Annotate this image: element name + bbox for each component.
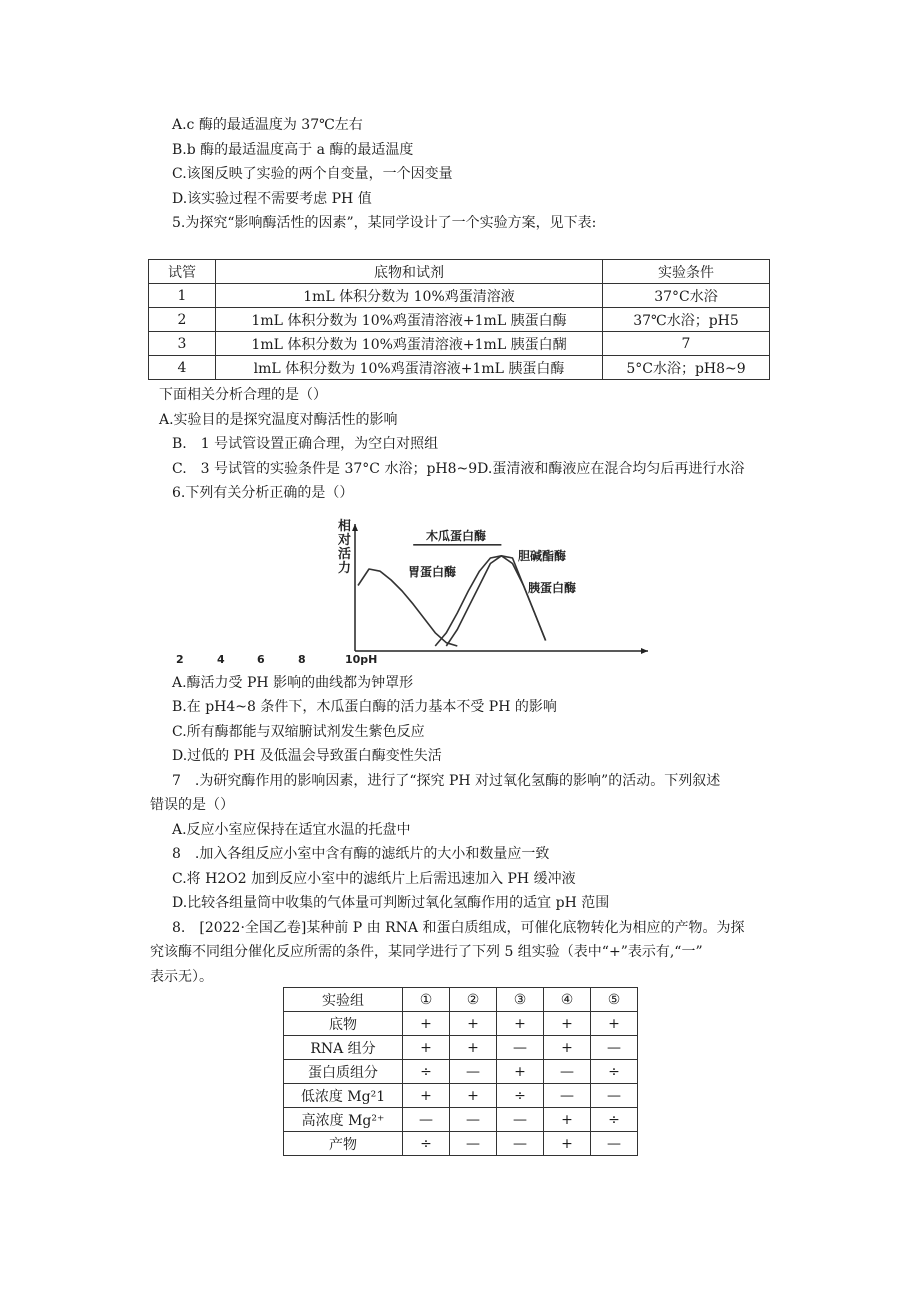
table-cell: 4 <box>149 356 216 380</box>
x-axis-arrow <box>641 648 648 654</box>
q6-option-a: A.酶活力受 PH 影响的曲线都为钟罩形 <box>172 675 414 691</box>
table-row <box>284 1036 638 1060</box>
table-header-cell: 试管 <box>149 260 216 284</box>
table-row <box>284 1060 638 1084</box>
table-cell: 蛋白质组分 <box>284 1060 403 1084</box>
chart-labels <box>176 518 576 666</box>
table-cell: + <box>497 1012 544 1036</box>
table-cell: — <box>591 1036 638 1060</box>
q7-option-a: A.反应小室应保持在适宜水温的托盘中 <box>172 822 411 838</box>
q6-option-b: B.在 pH4~8 条件下，木瓜蛋白酶的活力基本不受 PH 的影响 <box>172 699 557 715</box>
table-cell: 1mL 体积分数为 10%鸡蛋清溶液 <box>216 284 603 308</box>
table-cell: — <box>544 1060 591 1084</box>
table-cell: + <box>450 1036 497 1060</box>
table-cell: + <box>544 1108 591 1132</box>
q5-option-b: B. 1 号试管设置正确合理，为空白对照组 <box>172 436 439 452</box>
table-cell: + <box>450 1084 497 1108</box>
table-cell: 底物 <box>284 1012 403 1036</box>
q6-stem: 6.下列有关分析正确的是（） <box>172 485 354 501</box>
table-header-row <box>149 260 770 284</box>
table-cell: 37°C水浴 <box>603 284 770 308</box>
table-cell: 高浓度 Mg²⁺ <box>284 1108 403 1132</box>
table-cell: — <box>497 1036 544 1060</box>
table-cell: ÷ <box>591 1060 638 1084</box>
table-cell: — <box>497 1132 544 1156</box>
series-label: 木瓜蛋白酶 <box>426 529 487 543</box>
table-header-row <box>284 988 638 1012</box>
y-axis-label-char: 相 <box>337 519 351 534</box>
table-cell: + <box>450 1012 497 1036</box>
table-cell: ÷ <box>403 1060 450 1084</box>
q8-stem-line1: 8. [2022·全国乙卷]某种前 P 由 RNA 和蛋白质组成，可催化底物转化为相应的产物。为探 <box>172 920 745 936</box>
pepsin-curve <box>358 569 457 646</box>
table-cell: 低浓度 Mg²1 <box>284 1084 403 1108</box>
table-cell: + <box>403 1036 450 1060</box>
q5-table <box>148 259 770 380</box>
table-cell: — <box>497 1108 544 1132</box>
table-row <box>149 308 770 332</box>
q8-stem-line2: 究该酶不同组分催化反应所需的条件，某同学进行了下列 5 组实验（表中“+”表示有,“一” <box>150 944 703 960</box>
series-label: 胃蛋白酶 <box>408 565 457 579</box>
table-cell: — <box>544 1084 591 1108</box>
q7-option-b: 8 .加入各组反应小室中含有酶的滤纸片的大小和数量应一致 <box>172 846 550 862</box>
q5-prompt: 下面相关分析合理的是（） <box>159 387 327 403</box>
table-cell: — <box>591 1084 638 1108</box>
table-cell: + <box>403 1084 450 1108</box>
table-cell: 1mL 体积分数为 10%鸡蛋清溶液+1mL 胰蛋白醐 <box>216 332 603 356</box>
table-header-cell: 实验条件 <box>603 260 770 284</box>
table-header-cell: 底物和试剂 <box>216 260 603 284</box>
q7-stem-line2: 错误的是（） <box>150 797 234 813</box>
table-header-cell: 实验组 <box>284 988 403 1012</box>
table-header-cell: ④ <box>544 988 591 1012</box>
table-header-cell: ② <box>450 988 497 1012</box>
table-cell: 产物 <box>284 1132 403 1156</box>
table-row <box>149 284 770 308</box>
series-label: 胰蛋白酶 <box>528 581 577 595</box>
table-row <box>149 356 770 380</box>
table-cell: 1mL 体积分数为 10%鸡蛋清溶液+1mL 胰蛋白酶 <box>216 308 603 332</box>
x-tick-label: 8 <box>298 653 306 666</box>
table-cell: — <box>450 1108 497 1132</box>
table-cell: 2 <box>149 308 216 332</box>
table-cell: — <box>591 1132 638 1156</box>
table-cell: ÷ <box>591 1108 638 1132</box>
q4-option-d: D.该实验过程不需要考虑 PH 值 <box>172 191 372 207</box>
q5-stem: 5.为探究“影响酶活性的因素”，某同学设计了一个实验方案，见下表: <box>172 215 597 231</box>
table-cell: + <box>544 1132 591 1156</box>
table-row <box>284 1108 638 1132</box>
q7-option-c: C.将 H2O2 加到反应小室中的滤纸片上后需迅速加入 PH 缓冲液 <box>172 871 576 887</box>
q4-option-c: C.该图反映了实验的两个自变量，一个因变量 <box>172 166 453 182</box>
table-cell: — <box>403 1108 450 1132</box>
chart-axes <box>352 524 648 654</box>
table-row <box>284 1012 638 1036</box>
table-cell: + <box>403 1012 450 1036</box>
table-header-cell: ① <box>403 988 450 1012</box>
table-cell: — <box>450 1132 497 1156</box>
x-tick-label: 4 <box>217 653 225 666</box>
table-cell: lmL 体积分数为 10%鸡蛋清溶液+1mL 胰蛋白酶 <box>216 356 603 380</box>
q7-stem-line1: 7 .为研究酶作用的影响因素，进行了“探究 PH 对过氧化氢酶的影响”的活动。下列叙述 <box>172 773 721 789</box>
table-cell: ÷ <box>497 1084 544 1108</box>
q5-option-a: A.实验目的是探究温度对酶活性的影响 <box>159 412 398 428</box>
table-row <box>284 1084 638 1108</box>
q8-stem-line3: 表示无）。 <box>150 969 213 985</box>
table-cell: 1 <box>149 284 216 308</box>
table-cell: + <box>544 1012 591 1036</box>
table-cell: + <box>544 1036 591 1060</box>
table-cell: 37℃水浴；pH5 <box>603 308 770 332</box>
q4-option-b: B.b 酶的最适温度高于 a 酶的最适温度 <box>172 142 414 158</box>
table-cell: 3 <box>149 332 216 356</box>
q4-option-a: A.c 酶的最适温度为 37℃左右 <box>172 117 363 133</box>
x-tick-label: 2 <box>176 653 184 666</box>
table-row <box>284 1132 638 1156</box>
cholinesterase-curve <box>446 556 545 646</box>
table-cell: 5°C水浴；pH8~9 <box>603 356 770 380</box>
table-cell: + <box>497 1060 544 1084</box>
y-axis-arrow <box>352 524 358 531</box>
series-label: 胆碱酯酶 <box>518 549 567 563</box>
q7-option-d: D.比较各组量筒中收集的气体量可判断过氧化氢酶作用的适宜 pH 范围 <box>172 895 610 911</box>
ph-activity-chart <box>168 518 658 668</box>
y-axis-label-char: 对 <box>337 533 351 548</box>
q6-option-c: C.所有酶都能与双缩腑试剂发生紫色反应 <box>172 724 425 740</box>
q8-table <box>283 987 638 1156</box>
table-cell: 7 <box>603 332 770 356</box>
y-axis-label-char: 活 <box>337 547 351 562</box>
table-cell: + <box>591 1012 638 1036</box>
table-row <box>149 332 770 356</box>
x-tick-label: 10pH <box>345 653 378 666</box>
table-header-cell: ③ <box>497 988 544 1012</box>
table-header-cell: ⑤ <box>591 988 638 1012</box>
table-cell: — <box>450 1060 497 1084</box>
table-cell: RNA 组分 <box>284 1036 403 1060</box>
q5-option-c: C. 3 号试管的实验条件是 37°C 水浴；pH8~9D.蛋清液和酶液应在混合均匀后再进行水浴 <box>172 461 745 477</box>
table-cell: ÷ <box>403 1132 450 1156</box>
y-axis-label-char: 力 <box>337 561 351 576</box>
x-tick-label: 6 <box>257 653 265 666</box>
q6-option-d: D.过低的 PH 及低温会导致蛋白酶变性失活 <box>172 748 442 764</box>
